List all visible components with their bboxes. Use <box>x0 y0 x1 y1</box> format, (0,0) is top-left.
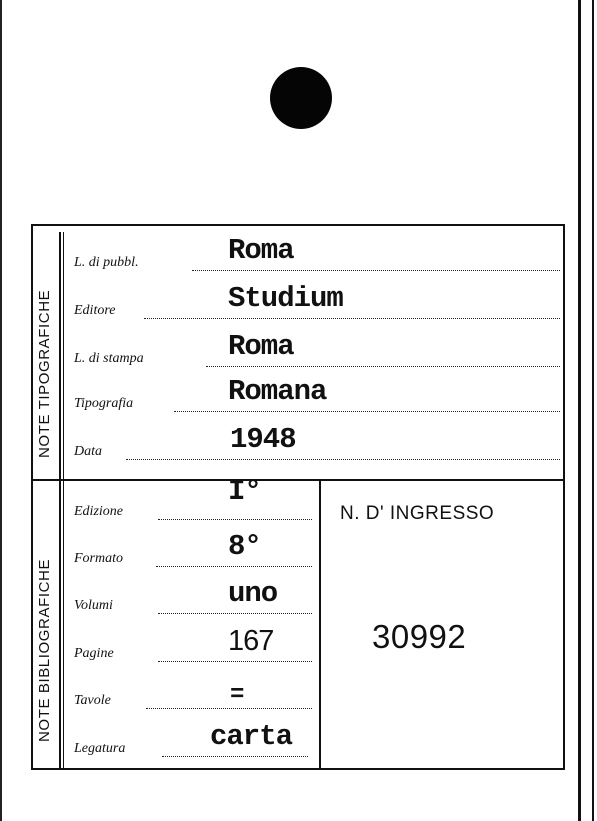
dotted-line <box>206 366 560 367</box>
field-volumi <box>74 577 312 616</box>
field-value: uno <box>228 577 278 610</box>
field-value: = <box>230 682 244 709</box>
field-data <box>74 423 560 462</box>
field-value: I° <box>228 475 261 508</box>
field-label: Tipografia <box>74 396 134 411</box>
field-value: 167 <box>228 625 274 657</box>
field-value: Roma <box>228 330 294 363</box>
field-legatura <box>74 720 312 759</box>
dotted-line <box>158 661 312 662</box>
dotted-line <box>162 756 308 757</box>
field-label: Pagine <box>74 646 114 661</box>
field-pagine <box>74 625 312 664</box>
field-value: Romana <box>228 375 327 408</box>
field-label: L. di pubbl. <box>74 255 139 270</box>
dotted-line <box>174 411 560 412</box>
field-value: 8° <box>228 530 261 563</box>
field-label: Volumi <box>74 598 113 613</box>
field-label: Editore <box>74 303 116 318</box>
card-left-edge <box>0 0 2 821</box>
label-column-rule <box>59 232 61 768</box>
field-label: Data <box>74 444 102 459</box>
field-formato <box>74 530 312 569</box>
dotted-line <box>158 519 312 520</box>
field-edizione <box>74 475 312 522</box>
card-right-edge <box>578 0 581 821</box>
field-value: Studium <box>228 282 343 315</box>
punch-hole <box>270 67 332 129</box>
field-tavole <box>74 681 312 711</box>
section-divider <box>33 479 563 481</box>
dotted-line <box>156 566 312 567</box>
card-right-edge-outer <box>592 0 594 821</box>
ingresso-number: 30992 <box>372 618 467 655</box>
field-editore <box>74 282 560 321</box>
dotted-line <box>146 708 312 709</box>
field-label: L. di stampa <box>74 351 144 366</box>
field-tipografia <box>74 375 560 414</box>
dotted-line <box>192 270 560 271</box>
field-label: Legatura <box>74 741 126 756</box>
dotted-line <box>144 318 560 319</box>
ingresso-label: N. D' INGRESSO <box>340 503 495 524</box>
dotted-line <box>158 613 312 614</box>
side-label-bibliografiche: NOTE BIBLIOGRAFICHE <box>36 558 53 742</box>
ingresso-column-divider <box>319 481 321 768</box>
dotted-line <box>126 459 560 460</box>
field-luogo-stampa <box>74 330 560 369</box>
field-luogo-pubblicazione <box>74 234 560 273</box>
field-value: 1948 <box>230 423 296 456</box>
field-value: Roma <box>228 234 294 267</box>
label-column-rule-inner <box>63 232 64 768</box>
field-value: carta <box>210 720 293 753</box>
field-label: Edizione <box>74 504 123 519</box>
field-label: Tavole <box>74 693 111 708</box>
field-label: Formato <box>74 551 123 566</box>
side-label-tipografiche: NOTE TIPOGRAFICHE <box>36 289 53 458</box>
